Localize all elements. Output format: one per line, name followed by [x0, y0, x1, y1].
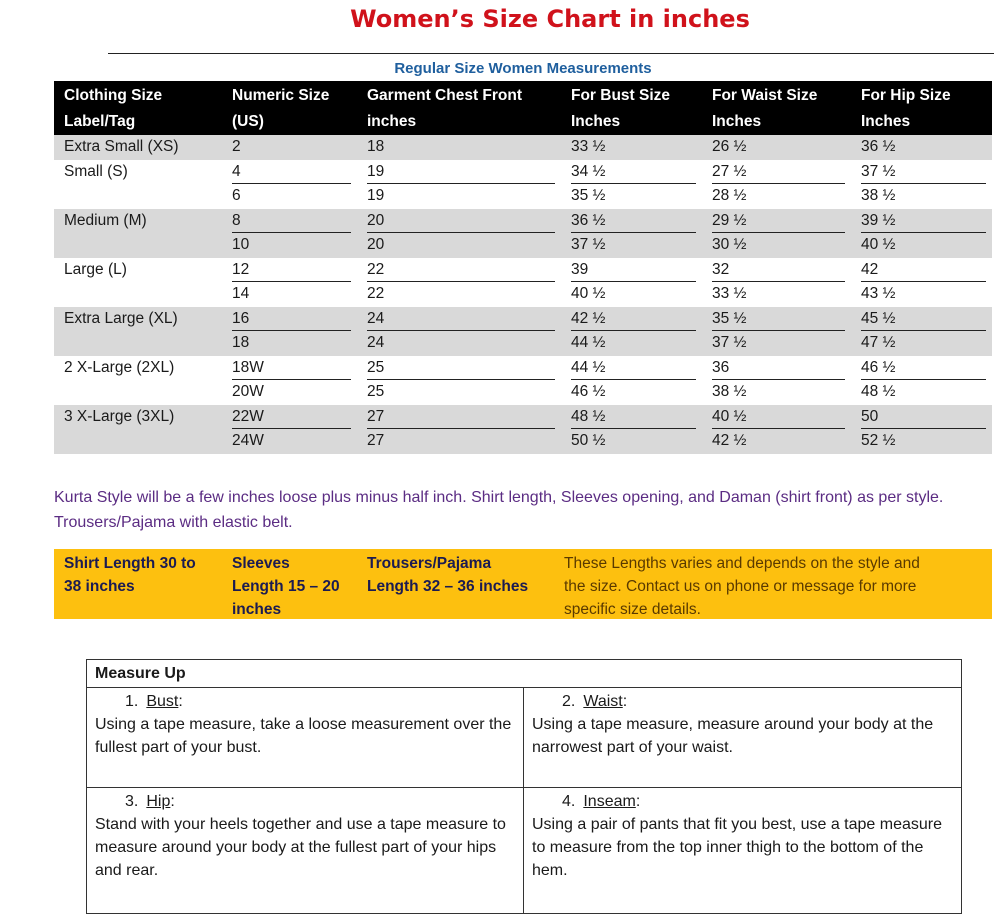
- cell-value: 32: [712, 258, 845, 282]
- cell-value: 35 ½: [712, 307, 845, 331]
- cell-value: 19: [367, 187, 385, 204]
- cell-value: 16: [232, 307, 351, 331]
- cell-value: 39: [571, 258, 696, 282]
- cell-value: [64, 380, 216, 404]
- table-row: [54, 429, 992, 454]
- cell-value: 40 ½: [571, 285, 606, 302]
- table-cell-numeric: [222, 380, 357, 405]
- cell-value: 27 ½: [712, 160, 845, 184]
- table-row: [54, 307, 992, 332]
- cell-value: 20W: [232, 383, 264, 400]
- table-cell-hip: [851, 135, 992, 160]
- cell-value: Extra Small (XS): [64, 138, 179, 155]
- cell-value: 24W: [232, 432, 264, 449]
- cell-value: 37 ½: [571, 236, 606, 253]
- table-cell-bust: [561, 184, 702, 209]
- cell-value: 42: [861, 258, 986, 282]
- column-header-line: For Hip Size: [861, 87, 951, 104]
- column-header-line: Inches: [712, 113, 762, 130]
- table-cell-chest: [357, 233, 561, 258]
- column-header: [54, 81, 222, 135]
- column-header: [561, 81, 702, 135]
- cell-value: 36 ½: [861, 138, 896, 155]
- table-cell-numeric: [222, 233, 357, 258]
- table-cell-chest: [357, 160, 561, 185]
- column-header-line: Garment Chest Front: [367, 87, 523, 104]
- item-name: Bust: [146, 693, 179, 710]
- table-cell-hip: [851, 429, 992, 454]
- table-cell-label: [54, 331, 222, 356]
- table-cell-numeric: [222, 258, 357, 283]
- cell-value: 42 ½: [571, 307, 696, 331]
- cell-value: 27: [367, 405, 555, 429]
- column-header-line: inches: [367, 113, 417, 130]
- table-cell-chest: [357, 331, 561, 356]
- table-row: [54, 160, 992, 185]
- trousers-length-line: Trousers/Pajama: [367, 555, 492, 572]
- table-row: [54, 282, 992, 307]
- table-cell-numeric: [222, 135, 357, 160]
- cell-value: 18W: [232, 356, 351, 380]
- column-header: [222, 81, 357, 135]
- column-header-line: For Waist Size: [712, 87, 818, 104]
- cell-value: 38 ½: [861, 187, 896, 204]
- table-cell-label: [54, 209, 222, 234]
- cell-value: 36: [712, 356, 845, 380]
- item-number: 2.: [562, 693, 576, 710]
- cell-value: 48 ½: [861, 383, 896, 400]
- cell-value: 37 ½: [861, 160, 986, 184]
- table-cell-numeric: [222, 282, 357, 307]
- sleeves-length-line: inches: [232, 601, 282, 618]
- table-cell-numeric: [222, 405, 357, 430]
- table-cell-chest: [357, 307, 561, 332]
- table-cell-hip: [851, 331, 992, 356]
- column-header-line: Label/Tag: [64, 113, 136, 130]
- cell-value: 10: [232, 236, 250, 253]
- table-cell-bust: [561, 356, 702, 381]
- sleeves-length: [232, 552, 362, 621]
- cell-value: 2 X-Large (2XL): [64, 358, 175, 376]
- item-name: Inseam: [583, 793, 636, 810]
- cell-value: 50: [861, 405, 986, 429]
- cell-value: 3 X-Large (3XL): [64, 407, 175, 425]
- cell-value: 46 ½: [861, 356, 986, 380]
- sleeves-length-line: Sleeves: [232, 555, 290, 572]
- column-header-line: Inches: [571, 113, 621, 130]
- kurta-style-note: Kurta Style will be a few inches loose plus minus half inch. Shirt length, Sleeves opening, and Daman (shirt front) as per style. Trousers/Pajama with elastic belt.: [54, 489, 944, 531]
- column-header-line: For Bust Size: [571, 87, 671, 104]
- cell-value: 34 ½: [571, 160, 696, 184]
- table-cell-hip: [851, 160, 992, 185]
- table-cell-bust: [561, 282, 702, 307]
- table-row: [54, 209, 992, 234]
- table-row: [54, 331, 992, 356]
- cell-value: [64, 331, 216, 355]
- table-cell-waist: [702, 429, 851, 454]
- table-cell-bust: [561, 429, 702, 454]
- lengths-banner: [54, 549, 992, 619]
- table-cell-chest: [357, 405, 561, 430]
- table-cell-numeric: [222, 331, 357, 356]
- trousers-length: [367, 552, 567, 598]
- cell-value: 29 ½: [712, 209, 845, 233]
- cell-value: Medium (M): [64, 211, 147, 229]
- cell-value: 20: [367, 209, 555, 233]
- table-cell-bust: [561, 307, 702, 332]
- measure-item-hip: 3. Hip: Stand with your heels together and use a tape measure to measure around your body at the fullest part of your hips and rear.: [87, 788, 524, 914]
- table-row: [54, 184, 992, 209]
- cell-value: 20: [367, 236, 385, 253]
- cell-value: 35 ½: [571, 187, 606, 204]
- table-cell-hip: [851, 184, 992, 209]
- table-row: [54, 258, 992, 283]
- table-cell-label: [54, 233, 222, 258]
- measure-up-table: [86, 659, 962, 914]
- table-cell-hip: [851, 209, 992, 234]
- column-header: [702, 81, 851, 135]
- table-cell-waist: [702, 307, 851, 332]
- table-cell-chest: [357, 184, 561, 209]
- table-cell-chest: [357, 380, 561, 405]
- measure-item-inseam: 4. Inseam: Using a pair of pants that fit you best, use a tape measure to measure from the top inner thigh to the bottom of the hem.: [524, 788, 962, 914]
- size-chart-table: [54, 81, 992, 454]
- cell-value: Extra Large (XL): [64, 309, 178, 327]
- table-cell-waist: [702, 135, 851, 160]
- cell-value: 36 ½: [571, 209, 696, 233]
- table-cell-label: [54, 307, 222, 332]
- item-name: Hip: [146, 793, 171, 810]
- cell-value: 40 ½: [712, 405, 845, 429]
- table-cell-label: [54, 380, 222, 405]
- cell-value: 22: [367, 258, 555, 282]
- item-text: Using a tape measure, measure around your body at the narrowest part of your waist.: [532, 716, 934, 756]
- table-row: [54, 356, 992, 381]
- lengths-remark: [564, 552, 989, 621]
- table-row: [54, 135, 992, 160]
- item-text: Using a tape measure, take a loose measurement over the fullest part of your bust.: [95, 716, 512, 756]
- table-cell-bust: [561, 380, 702, 405]
- column-header: [357, 81, 561, 135]
- table-cell-numeric: [222, 307, 357, 332]
- page-title: Women’s Size Chart in inches: [350, 5, 750, 33]
- cell-value: 52 ½: [861, 432, 896, 449]
- table-cell-chest: [357, 282, 561, 307]
- cell-value: 33 ½: [712, 285, 747, 302]
- cell-value: 8: [232, 209, 351, 233]
- cell-value: 2: [232, 138, 241, 155]
- column-header: [851, 81, 992, 135]
- cell-value: 26 ½: [712, 138, 747, 155]
- cell-value: Small (S): [64, 162, 128, 180]
- table-cell-chest: [357, 135, 561, 160]
- table-cell-waist: [702, 380, 851, 405]
- cell-value: 40 ½: [861, 236, 896, 253]
- cell-value: 33 ½: [571, 138, 606, 155]
- table-cell-numeric: [222, 356, 357, 381]
- cell-value: [64, 233, 216, 257]
- table-cell-waist: [702, 258, 851, 283]
- item-text: Using a pair of pants that fit you best, use a tape measure to measure from the top inner thigh to the bottom of the hem.: [532, 816, 943, 879]
- table-cell-waist: [702, 209, 851, 234]
- table-header-row: [54, 81, 992, 135]
- cell-value: 24: [367, 334, 385, 351]
- table-cell-waist: [702, 405, 851, 430]
- table-cell-chest: [357, 356, 561, 381]
- table-cell-label: [54, 258, 222, 283]
- cell-value: 47 ½: [861, 334, 896, 351]
- cell-value: 19: [367, 160, 555, 184]
- table-cell-hip: [851, 233, 992, 258]
- cell-value: 14: [232, 285, 250, 302]
- table-row: [54, 233, 992, 258]
- item-name: Waist: [583, 693, 623, 710]
- cell-value: 18: [232, 334, 250, 351]
- table-cell-bust: [561, 209, 702, 234]
- table-row: [54, 380, 992, 405]
- cell-value: 24: [367, 307, 555, 331]
- cell-value: 39 ½: [861, 209, 986, 233]
- table-cell-waist: [702, 282, 851, 307]
- cell-value: [64, 282, 216, 306]
- cell-value: 27: [367, 432, 385, 449]
- remark-line: specific size details.: [564, 601, 701, 618]
- cell-value: 48 ½: [571, 405, 696, 429]
- sleeves-length-line: Length 15 – 20: [232, 578, 340, 595]
- table-cell-waist: [702, 160, 851, 185]
- cell-value: 46 ½: [571, 383, 606, 400]
- item-number: 1.: [125, 693, 139, 710]
- shirt-length-line: 38 inches: [64, 578, 135, 595]
- table-cell-numeric: [222, 429, 357, 454]
- cell-value: 50 ½: [571, 432, 606, 449]
- item-number: 3.: [125, 793, 139, 810]
- table-cell-hip: [851, 380, 992, 405]
- table-cell-chest: [357, 429, 561, 454]
- column-header-line: (US): [232, 113, 264, 130]
- cell-value: 22: [367, 285, 385, 302]
- table-cell-label: [54, 160, 222, 185]
- table-cell-waist: [702, 331, 851, 356]
- table-cell-bust: [561, 135, 702, 160]
- table-cell-chest: [357, 258, 561, 283]
- table-cell-chest: [357, 209, 561, 234]
- cell-value: [64, 184, 216, 208]
- table-cell-hip: [851, 405, 992, 430]
- shirt-length: [64, 552, 224, 598]
- shirt-length-line: Shirt Length 30 to: [64, 555, 196, 572]
- column-header-line: Numeric Size: [232, 87, 330, 104]
- table-cell-hip: [851, 307, 992, 332]
- cell-value: 4: [232, 160, 351, 184]
- measure-item-bust: 1. Bust: Using a tape measure, take a loose measurement over the fullest part of your bust.: [87, 688, 524, 788]
- cell-value: 6: [232, 187, 241, 204]
- remark-line: These Lengths varies and depends on the style and: [564, 555, 920, 572]
- title-divider: [108, 53, 994, 54]
- table-cell-label: [54, 135, 222, 160]
- cell-value: 30 ½: [712, 236, 747, 253]
- table-cell-label: [54, 429, 222, 454]
- table-cell-bust: [561, 405, 702, 430]
- table-cell-hip: [851, 258, 992, 283]
- table-cell-numeric: [222, 184, 357, 209]
- table-cell-waist: [702, 233, 851, 258]
- table-cell-bust: [561, 331, 702, 356]
- column-header-line: Inches: [861, 113, 911, 130]
- cell-value: 28 ½: [712, 187, 747, 204]
- item-text: Stand with your heels together and use a tape measure to measure around your body at the fullest part of your hips and rear.: [95, 816, 506, 879]
- cell-value: 25: [367, 356, 555, 380]
- table-subtitle: Regular Size Women Measurements: [394, 60, 652, 77]
- remark-line: the size. Contact us on phone or message for more: [564, 578, 917, 595]
- table-cell-hip: [851, 356, 992, 381]
- table-cell-label: [54, 405, 222, 430]
- cell-value: 45 ½: [861, 307, 986, 331]
- item-number: 4.: [562, 793, 576, 810]
- table-cell-label: [54, 282, 222, 307]
- table-cell-waist: [702, 356, 851, 381]
- table-cell-hip: [851, 282, 992, 307]
- cell-value: 43 ½: [861, 285, 896, 302]
- cell-value: 12: [232, 258, 351, 282]
- measure-up-heading: Measure Up: [87, 660, 962, 688]
- cell-value: 44 ½: [571, 334, 606, 351]
- table-cell-numeric: [222, 160, 357, 185]
- cell-value: 22W: [232, 405, 351, 429]
- column-header-line: Clothing Size: [64, 87, 163, 104]
- table-cell-bust: [561, 160, 702, 185]
- table-cell-waist: [702, 184, 851, 209]
- table-cell-bust: [561, 233, 702, 258]
- table-cell-bust: [561, 258, 702, 283]
- cell-value: 44 ½: [571, 356, 696, 380]
- cell-value: Large (L): [64, 260, 127, 278]
- cell-value: 38 ½: [712, 383, 747, 400]
- table-cell-label: [54, 356, 222, 381]
- cell-value: [64, 429, 216, 453]
- table-cell-label: [54, 184, 222, 209]
- measure-item-waist: 2. Waist: Using a tape measure, measure around your body at the narrowest part of your waist.: [524, 688, 962, 788]
- table-cell-numeric: [222, 209, 357, 234]
- cell-value: 25: [367, 383, 385, 400]
- trousers-length-line: Length 32 – 36 inches: [367, 578, 529, 595]
- cell-value: 37 ½: [712, 334, 747, 351]
- cell-value: 42 ½: [712, 432, 747, 449]
- cell-value: 18: [367, 138, 385, 155]
- table-row: [54, 405, 992, 430]
